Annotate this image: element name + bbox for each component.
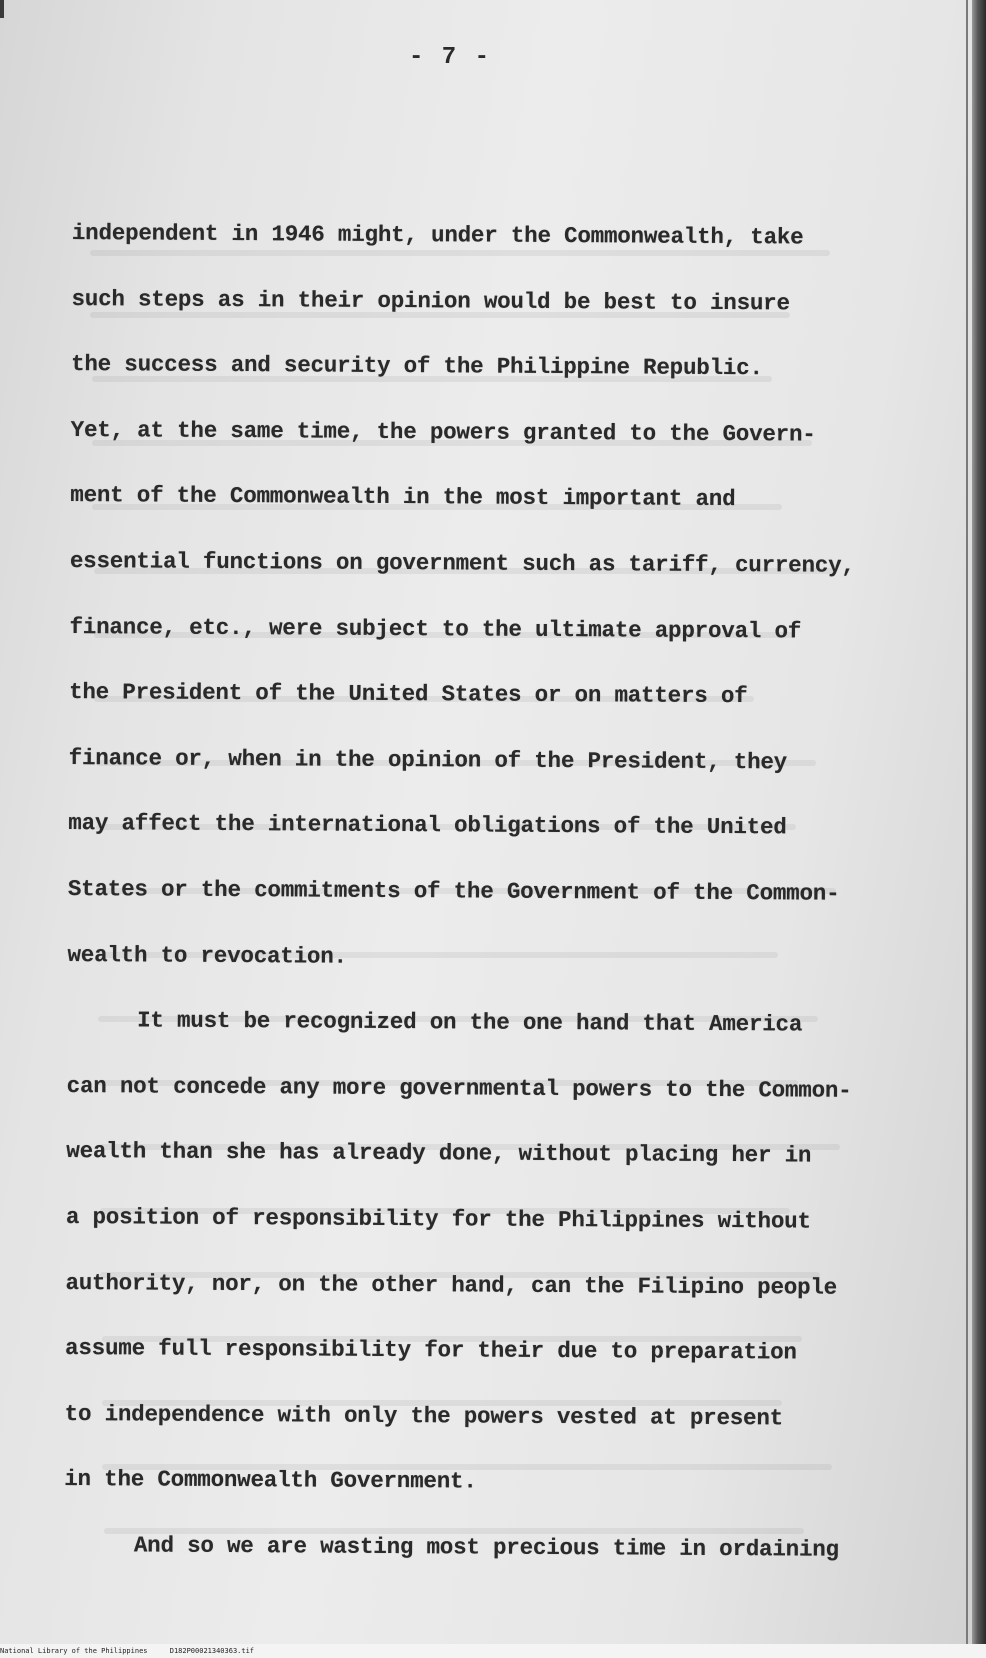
paragraph-start-line: And so we are wasting most precious time in ordaining xyxy=(133,1532,839,1563)
page-edge-rule xyxy=(966,0,968,1644)
text-line: ment of the Commonwealth in the most important and xyxy=(70,482,736,513)
scan-footer xyxy=(0,1644,986,1658)
scan-artifact-mark xyxy=(0,0,4,18)
page-number: - 7 - xyxy=(408,44,491,71)
text-line: in the Commonwealth Government. xyxy=(64,1466,477,1495)
paragraph-start-line: It must be recognized on the one hand that America xyxy=(137,1007,803,1038)
text-line: assume full responsibility for their due to preparation xyxy=(65,1335,797,1366)
text-line: the President of the United States or on matters of xyxy=(69,679,748,710)
text-line: can not concede any more governmental powers to the Common- xyxy=(66,1072,852,1104)
body-text xyxy=(64,218,912,1601)
text-line: the success and security of the Philippine Republic. xyxy=(71,351,763,382)
text-line: may affect the international obligations of the United xyxy=(68,810,787,841)
text-line: a position of responsibility for the Philippines without xyxy=(65,1203,811,1235)
text-line: authority, nor, on the other hand, can the Filipino people xyxy=(65,1269,838,1301)
text-line: States or the commitments of the Government of the Common- xyxy=(67,875,840,907)
footer-file-id: D182P00021340363.tif xyxy=(169,1647,255,1655)
text-line: Yet, at the same time, the powers granted to the Govern- xyxy=(70,416,816,448)
footer-library-name: National Library of the Philippines xyxy=(0,1647,148,1655)
text-line: to independence with only the powers vested at present xyxy=(64,1400,784,1432)
text-line: independent in 1946 might, under the Commonwealth, take xyxy=(71,219,804,251)
text-line: such steps as in their opinion would be best to insure xyxy=(71,285,790,316)
page-edge-shadow xyxy=(972,0,986,1644)
text-line: wealth to revocation. xyxy=(67,941,347,970)
text-line: essential functions on government such as tariff, currency, xyxy=(69,547,855,579)
text-line: finance or, when in the opinion of the President, they xyxy=(68,744,788,776)
text-line: finance, etc., were subject to the ultimate approval of xyxy=(69,613,802,645)
text-line: wealth than she has already done, without placing her in xyxy=(66,1138,812,1169)
